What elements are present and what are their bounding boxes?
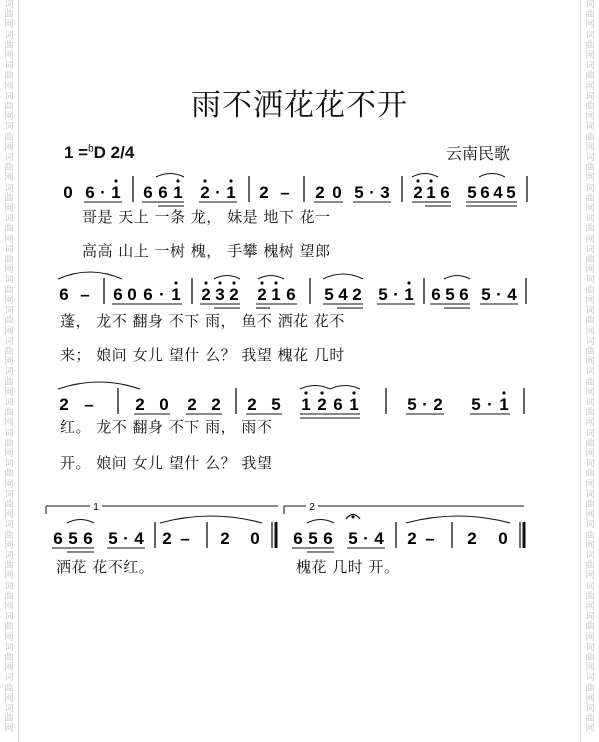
note-105: 0 — [498, 529, 508, 548]
slur — [58, 272, 122, 279]
octave-dot — [204, 281, 207, 284]
note-40: 2 — [229, 285, 239, 304]
note-3: 1 — [111, 183, 121, 202]
note-92: 0 — [250, 529, 260, 548]
lyric-line-8: 槐花 几时 开。 — [296, 558, 400, 576]
slur — [300, 386, 330, 390]
note-98: · — [363, 529, 369, 548]
slur — [67, 520, 94, 524]
note-86: 4 — [134, 529, 144, 548]
slur — [58, 382, 140, 389]
note-94: 6 — [293, 529, 303, 548]
octave-dot — [416, 179, 419, 182]
slur — [444, 276, 470, 280]
note-34: 6 — [143, 285, 153, 304]
watermark-left: 词曲网词曲网词曲网词曲网词曲网词曲网词曲网词曲网词曲网词曲网词曲网词曲网词曲网词曲网词曲网词曲网词曲网词曲网词曲网词曲网词曲网词曲网词曲网词曲网 — [4, 0, 14, 735]
note-8: 2 — [200, 183, 210, 202]
song-origin: 云南民歌 — [446, 144, 511, 163]
note-41: 2 — [257, 285, 267, 304]
note-88: 2 — [162, 529, 172, 548]
note-54: 6 — [459, 285, 469, 304]
note-62: 2 — [135, 395, 145, 414]
slur — [160, 516, 262, 523]
note-26: 4 — [493, 183, 503, 202]
lyric-line-7: 洒花 花不红。 — [56, 558, 155, 576]
note-38: 2 — [201, 285, 211, 304]
note-63: 0 — [159, 395, 169, 414]
note-2: · — [100, 183, 106, 202]
note-16: 0 — [332, 183, 342, 202]
key-main: 1 = — [64, 143, 89, 162]
note-52: 6 — [431, 285, 441, 304]
note-82: 5 — [68, 529, 78, 548]
slur — [307, 520, 334, 524]
note-49: · — [393, 285, 399, 304]
note-19: 3 — [380, 183, 390, 202]
slur — [323, 274, 363, 279]
note-18: · — [369, 183, 375, 202]
note-96: 6 — [323, 529, 333, 548]
note-59: 2 — [59, 395, 69, 414]
slur — [479, 174, 505, 178]
note-53: 5 — [445, 285, 455, 304]
note-39: 3 — [215, 285, 225, 304]
note-89: – — [180, 529, 190, 548]
octave-dot — [114, 179, 117, 182]
note-91: 2 — [220, 529, 230, 548]
note-10: 1 — [226, 183, 236, 202]
note-1: 6 — [85, 183, 95, 202]
note-95: 5 — [308, 529, 318, 548]
note-35: · — [159, 285, 165, 304]
note-21: 2 — [413, 183, 423, 202]
note-77: 5 — [471, 395, 481, 414]
note-24: 5 — [467, 183, 477, 202]
volta-2-label: 2 — [309, 502, 315, 513]
slur — [412, 174, 438, 178]
note-55: 5 — [481, 285, 491, 304]
octave-dot — [232, 281, 235, 284]
octave-dot — [229, 179, 232, 182]
note-56: · — [496, 285, 502, 304]
note-75: · — [422, 395, 428, 414]
lyric-line-1: 哥是 天上 一条 龙， 妹是 地下 花一 — [82, 208, 331, 226]
note-5: 6 — [143, 183, 153, 202]
note-0: 0 — [63, 183, 73, 202]
note-81: 6 — [53, 529, 63, 548]
note-22: 1 — [426, 183, 436, 202]
note-84: 5 — [108, 529, 118, 548]
key-flat: b — [88, 143, 94, 155]
lyric-line-2: 高高 山上 一树 槐， 手攀 槐树 望郎 — [82, 242, 331, 260]
note-65: 2 — [211, 395, 221, 414]
slur — [330, 386, 360, 390]
note-47: 2 — [352, 285, 362, 304]
slur — [258, 276, 284, 280]
slur — [214, 276, 240, 280]
note-67: 2 — [247, 395, 257, 414]
note-83: 6 — [83, 529, 93, 548]
slur — [406, 516, 510, 523]
note-6: 6 — [158, 183, 168, 202]
note-102: – — [425, 529, 435, 548]
octave-dot — [274, 281, 277, 284]
note-101: 2 — [407, 529, 417, 548]
note-85: · — [123, 529, 129, 548]
note-7: 1 — [173, 183, 183, 202]
lyric-line-3: 蓬， 龙不 翻身 不下 雨， 鱼不 洒花 花不 — [60, 312, 345, 330]
note-27: 5 — [506, 183, 516, 202]
note-36: 1 — [171, 285, 181, 304]
watermark-right: 词曲网词曲网词曲网词曲网词曲网词曲网词曲网词曲网词曲网词曲网词曲网词曲网词曲网词曲网词曲网词曲网词曲网词曲网词曲网词曲网词曲网词曲网词曲网词曲网 — [585, 0, 595, 735]
volta-1-label: 1 — [93, 502, 99, 513]
note-23: 6 — [440, 183, 450, 202]
note-97: 5 — [348, 529, 358, 548]
note-29: 6 — [59, 285, 69, 304]
note-64: 2 — [187, 395, 197, 414]
note-69: 1 — [301, 395, 311, 414]
octave-dot — [176, 179, 179, 182]
fermata-dot — [352, 516, 355, 519]
octave-dot — [352, 391, 355, 394]
octave-dot — [218, 281, 221, 284]
octave-dot — [502, 391, 505, 394]
note-71: 6 — [333, 395, 343, 414]
octave-dot — [320, 391, 323, 394]
key-rest: D 2/4 — [93, 143, 135, 162]
note-72: 1 — [349, 395, 359, 414]
note-9: · — [215, 183, 221, 202]
note-79: 1 — [499, 395, 509, 414]
note-32: 6 — [113, 285, 123, 304]
note-25: 6 — [480, 183, 490, 202]
note-74: 5 — [407, 395, 417, 414]
note-78: · — [487, 395, 493, 414]
note-17: 5 — [354, 183, 364, 202]
note-48: 5 — [378, 285, 388, 304]
note-46: 4 — [338, 285, 348, 304]
lyric-line-6: 开。 娘问 女儿 望什 么？ 我望 — [60, 454, 273, 472]
note-68: 5 — [271, 395, 281, 414]
note-42: 1 — [271, 285, 281, 304]
octave-dot — [203, 179, 206, 182]
note-30: – — [80, 285, 90, 304]
note-104: 2 — [467, 529, 477, 548]
octave-dot — [407, 281, 410, 284]
note-70: 2 — [317, 395, 327, 414]
song-title: 雨不洒花花不开 — [191, 88, 408, 123]
note-76: 2 — [433, 395, 443, 414]
lyric-line-5: 红。 龙不 翻身 不下 雨， 雨不 — [60, 418, 273, 436]
slur — [156, 174, 184, 178]
note-12: 2 — [259, 183, 269, 202]
note-50: 1 — [404, 285, 414, 304]
lyric-line-4: 来； 娘问 女儿 望什 么？ 我望 槐花 几时 — [60, 346, 345, 364]
note-99: 4 — [374, 529, 384, 548]
octave-dot — [260, 281, 263, 284]
note-43: 6 — [286, 285, 296, 304]
octave-dot — [429, 179, 432, 182]
octave-dot — [304, 391, 307, 394]
note-15: 2 — [315, 183, 325, 202]
note-33: 0 — [127, 285, 137, 304]
note-45: 5 — [324, 285, 334, 304]
octave-dot — [174, 281, 177, 284]
note-13: – — [280, 183, 290, 202]
note-60: – — [84, 395, 94, 414]
note-57: 4 — [507, 285, 517, 304]
